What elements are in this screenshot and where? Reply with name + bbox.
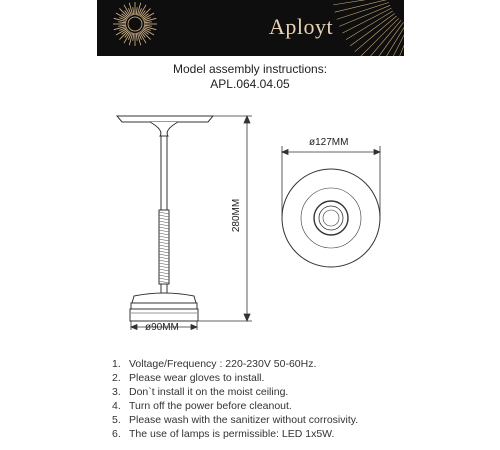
base-diameter-label: ø90MM <box>145 322 179 333</box>
list-item: 2. Please wear gloves to install. <box>112 372 265 384</box>
height-label: 280MM <box>231 198 243 233</box>
instructions-list <box>112 357 358 441</box>
height-dimension <box>198 116 252 321</box>
list-item: 3. Don`t install it on the moist ceiling. <box>112 386 289 398</box>
lamp-top-view <box>282 169 380 267</box>
list-item: 6. The use of lamps is permissible: LED 1x5W. <box>112 428 335 440</box>
top-diameter-label: ø127MM <box>309 137 349 148</box>
model-number: APL.064.04.05 <box>210 77 290 91</box>
instructions-title: Model assembly instructions: <box>172 62 328 76</box>
list-item: 5. Please wash with the sanitizer without corrosivity. <box>112 414 359 426</box>
lamp-side-view <box>117 116 213 321</box>
list-item: 4. Turn off the power before cleanout. <box>112 400 292 412</box>
brand-name: Aployt <box>269 14 334 39</box>
list-item: 1. Voltage/Frequency : 220-230V 50-60Hz. <box>112 358 317 370</box>
